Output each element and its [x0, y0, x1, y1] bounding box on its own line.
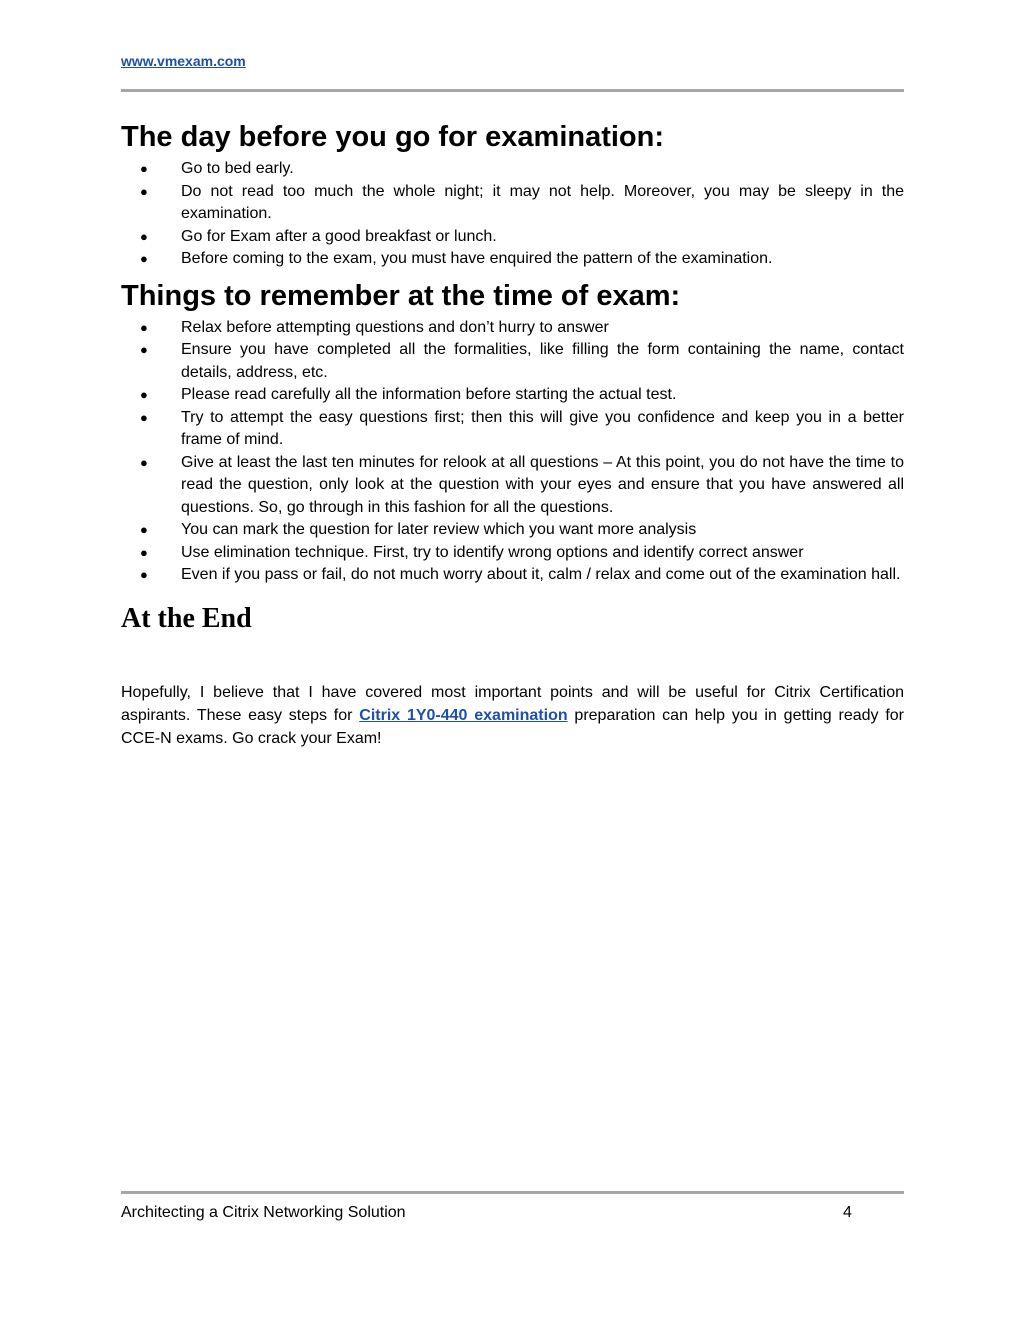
bullet-icon: ● [140, 454, 148, 470]
bullet-icon: ● [140, 183, 148, 199]
closing-paragraph: Hopefully, I believe that I have covered most important points and will be useful for Citrix Certification aspirants. These easy steps for Citrix 1Y0-440 examination preparation can help you in getting ready for CCE-N exams. Go crack your Exam! [121, 683, 905, 747]
bullet-icon: ● [140, 567, 148, 582]
document-page [121, 0, 904, 1325]
list-item: ● Use elimination technique. First, try to identify wrong options and identify correct answer [121, 542, 904, 565]
list-item: ● Give at least the last ten minutes for relook at all questions – At this point, you do not have the time to read the question, only look at the question with your eyes and ensure that you have answered all questions. So, go through in this fashion for all the questions. [140, 453, 904, 516]
list-item: ● Ensure you have completed all the formalities, like filling the form containing the name, contact details, address, etc. [140, 341, 904, 381]
list-item: ● Do not read too much the whole night; it may not help. Moreover, you may be sleepy in the examination. [140, 182, 904, 222]
footer-divider [121, 1191, 904, 1194]
bullet-icon: ● [140, 522, 148, 537]
list-item: ● Please read carefully all the information before starting the actual test. [121, 384, 904, 407]
bullet-icon: ● [140, 228, 148, 244]
day-before-list [121, 158, 904, 271]
bullet-icon: ● [140, 251, 148, 266]
list-item: ● Go for Exam after a good breakfast or lunch. [121, 226, 904, 249]
header-site-link[interactable]: www.vmexam.com [121, 53, 246, 69]
time-of-exam-list [121, 317, 904, 587]
list-item: ● Even if you pass or fail, do not much worry about it, calm / relax and come out of the examination hall. [121, 564, 904, 587]
list-item: ● Try to attempt the easy questions first; then this will give you confidence and keep you in a better frame of mind. [140, 408, 904, 448]
bullet-icon: ● [140, 161, 148, 176]
footer-title: Architecting a Citrix Networking Solution [121, 1204, 406, 1221]
section-title-time-of-exam: Things to remember at the time of exam: [121, 279, 681, 312]
bullet-icon: ● [140, 387, 148, 402]
section-title-at-the-end: At the End [121, 602, 252, 634]
list-item: ● Relax before attempting questions and don’t hurry to answer [121, 317, 904, 340]
header-divider [121, 89, 904, 92]
page-content [121, 118, 904, 750]
bullet-icon: ● [140, 319, 148, 335]
section-title-day-before: The day before you go for examination: [121, 121, 665, 153]
list-item: ● Before coming to the exam, you must have enquired the pattern of the examination. [121, 248, 904, 271]
bullet-icon: ● [140, 342, 148, 357]
citrix-exam-link[interactable]: Citrix 1Y0-440 examination [359, 706, 568, 724]
page-number: 4 [843, 1204, 852, 1221]
bullet-icon: ● [140, 409, 148, 425]
bullet-icon: ● [140, 544, 148, 560]
list-item: ● Go to bed early. [121, 158, 904, 181]
list-item: ● You can mark the question for later review which you want more analysis [121, 519, 904, 542]
